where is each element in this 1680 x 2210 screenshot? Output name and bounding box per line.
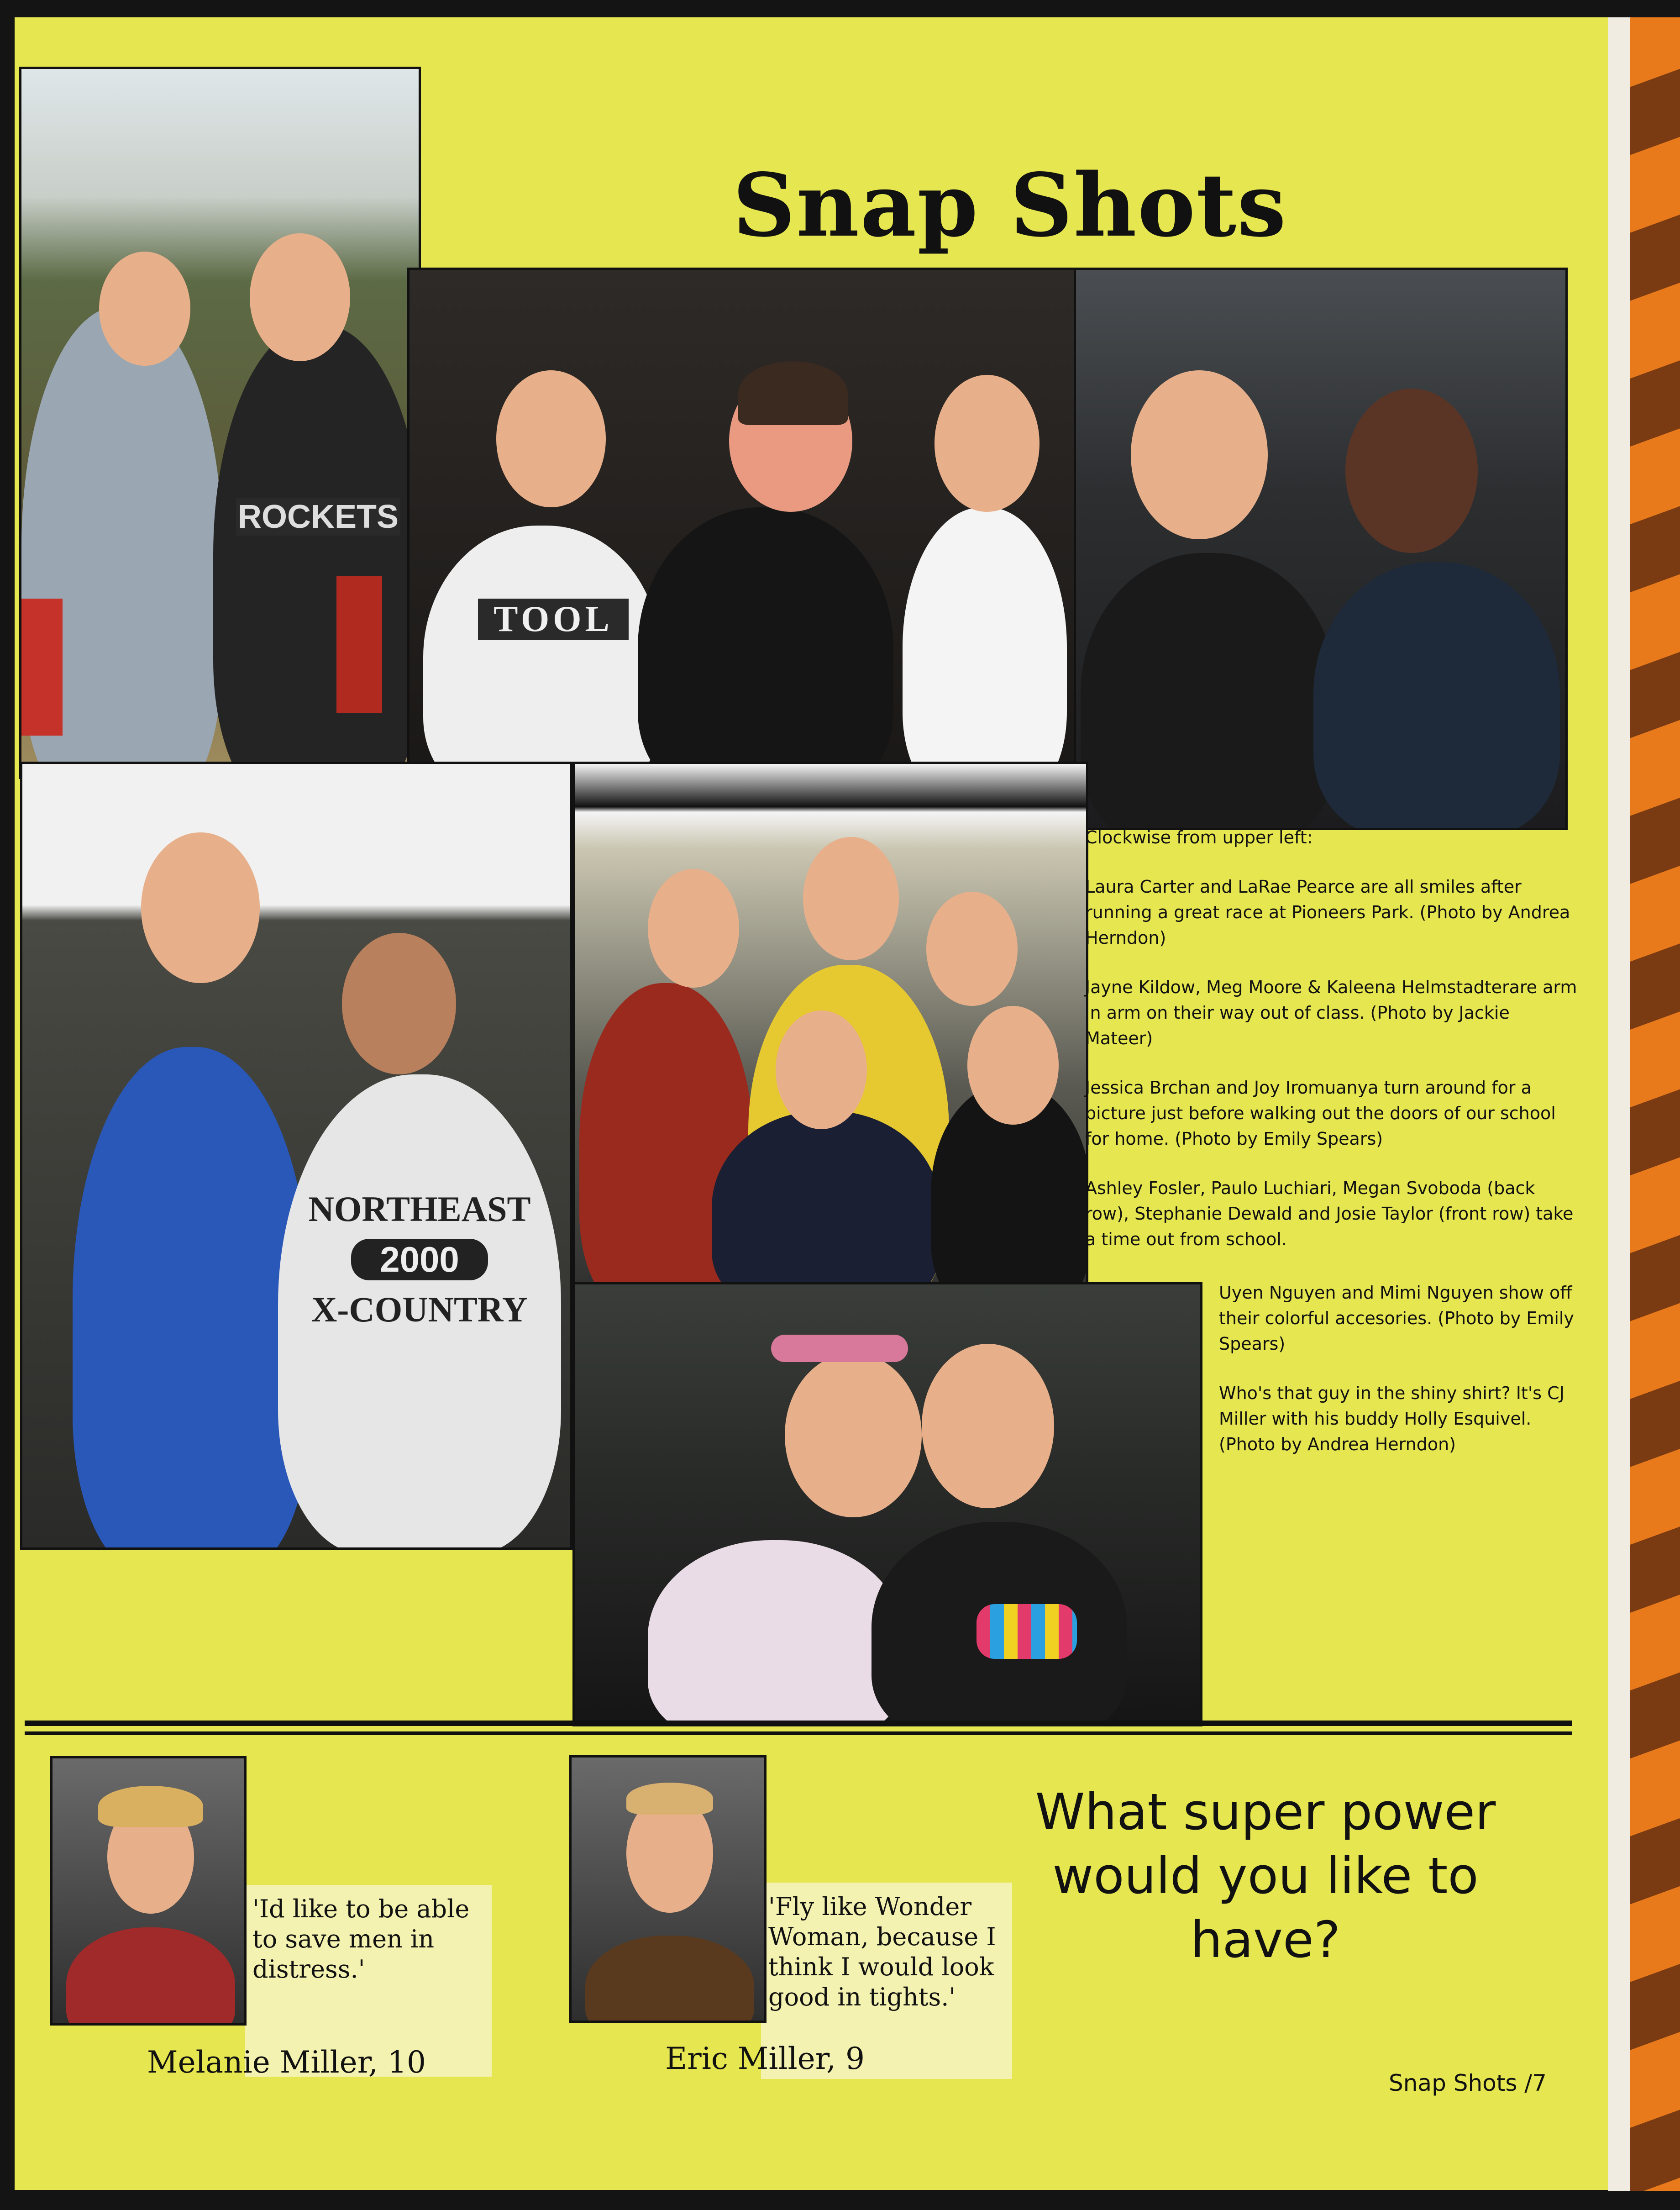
caption-item: Uyen Nguyen and Mimi Nguyen show off their colorful accesories. (Photo by Emily Spears) bbox=[1219, 1283, 1574, 1354]
photo-captions bbox=[1085, 825, 1578, 1276]
northeast-shirt-line2: 2000 bbox=[351, 1239, 488, 1280]
hair bbox=[626, 1783, 713, 1815]
yearbook-page bbox=[15, 17, 1608, 2190]
portrait-eric-miller bbox=[569, 1755, 766, 2023]
page-folio: Snap Shots /7 bbox=[1389, 2070, 1547, 2096]
tool-shirt-text: TOOL bbox=[478, 599, 629, 640]
photo-group-of-five bbox=[572, 762, 1088, 1302]
caption-item: Ashley Fosler, Paulo Luchiari, Megan Svoboda (back row), Stephanie Dewald and Josie Taylor (front row) take a time out from school. bbox=[1085, 1178, 1574, 1249]
knit-hat bbox=[738, 361, 848, 425]
hair bbox=[98, 1786, 203, 1827]
photo-captions-continued bbox=[1219, 1280, 1584, 1481]
photo-shiny-shirt bbox=[20, 762, 572, 1550]
caption-item: Laura Carter and LaRae Pearce are all smiles after running a great race at Pioneers Park. (Photo by Andrea Herndon) bbox=[1085, 877, 1570, 948]
caption-item: Jessica Brchan and Joy Iromuanya turn around for a picture just before walking out the doors of our school for home. (Photo by Emily Spears) bbox=[1085, 1078, 1556, 1149]
captions-intro: Clockwise from upper left: bbox=[1085, 827, 1313, 847]
bracelets bbox=[976, 1604, 1077, 1659]
portrait-melanie-miller bbox=[50, 1756, 247, 2026]
headband bbox=[771, 1335, 908, 1362]
question-heading: What super power would you like to have? bbox=[1035, 1783, 1496, 1969]
northeast-shirt-line3: X-COUNTRY bbox=[311, 1289, 528, 1329]
section-divider bbox=[25, 1731, 1572, 1735]
sports-drink-bottle bbox=[336, 576, 382, 713]
respondent-name: Eric Miller, 9 bbox=[665, 2041, 865, 2076]
northeast-shirt-line1: NORTHEAST bbox=[308, 1189, 531, 1229]
photo-two-girls-doors bbox=[1074, 268, 1568, 830]
respondent-name: Melanie Miller, 10 bbox=[147, 2045, 426, 2080]
page-title: Snap Shots bbox=[732, 154, 1287, 256]
quote-text: 'Id like to be able to save men in distress.' bbox=[252, 1894, 470, 1984]
section-divider bbox=[25, 1721, 1572, 1726]
quote-text: 'Fly like Wonder Woman, because I think I would look good in tights.' bbox=[768, 1892, 996, 2011]
sports-drink-bottle bbox=[21, 599, 63, 736]
caption-item: Jayne Kildow, Meg Moore & Kaleena Helmstadterare arm in arm on their way out of class. (Photo by Jackie Mateer) bbox=[1085, 977, 1577, 1048]
photo-three-students bbox=[407, 268, 1087, 779]
caption-item: Who's that guy in the shiny shirt? It's CJ Miller with his buddy Holly Esquivel. (Photo by Andrea Herndon) bbox=[1219, 1383, 1564, 1454]
photo-outdoor-runners bbox=[19, 67, 421, 779]
page-edge bbox=[1608, 17, 1630, 2191]
photo-colorful-accessories bbox=[572, 1282, 1202, 1726]
rockets-shirt-text: ROCKETS bbox=[236, 498, 400, 536]
